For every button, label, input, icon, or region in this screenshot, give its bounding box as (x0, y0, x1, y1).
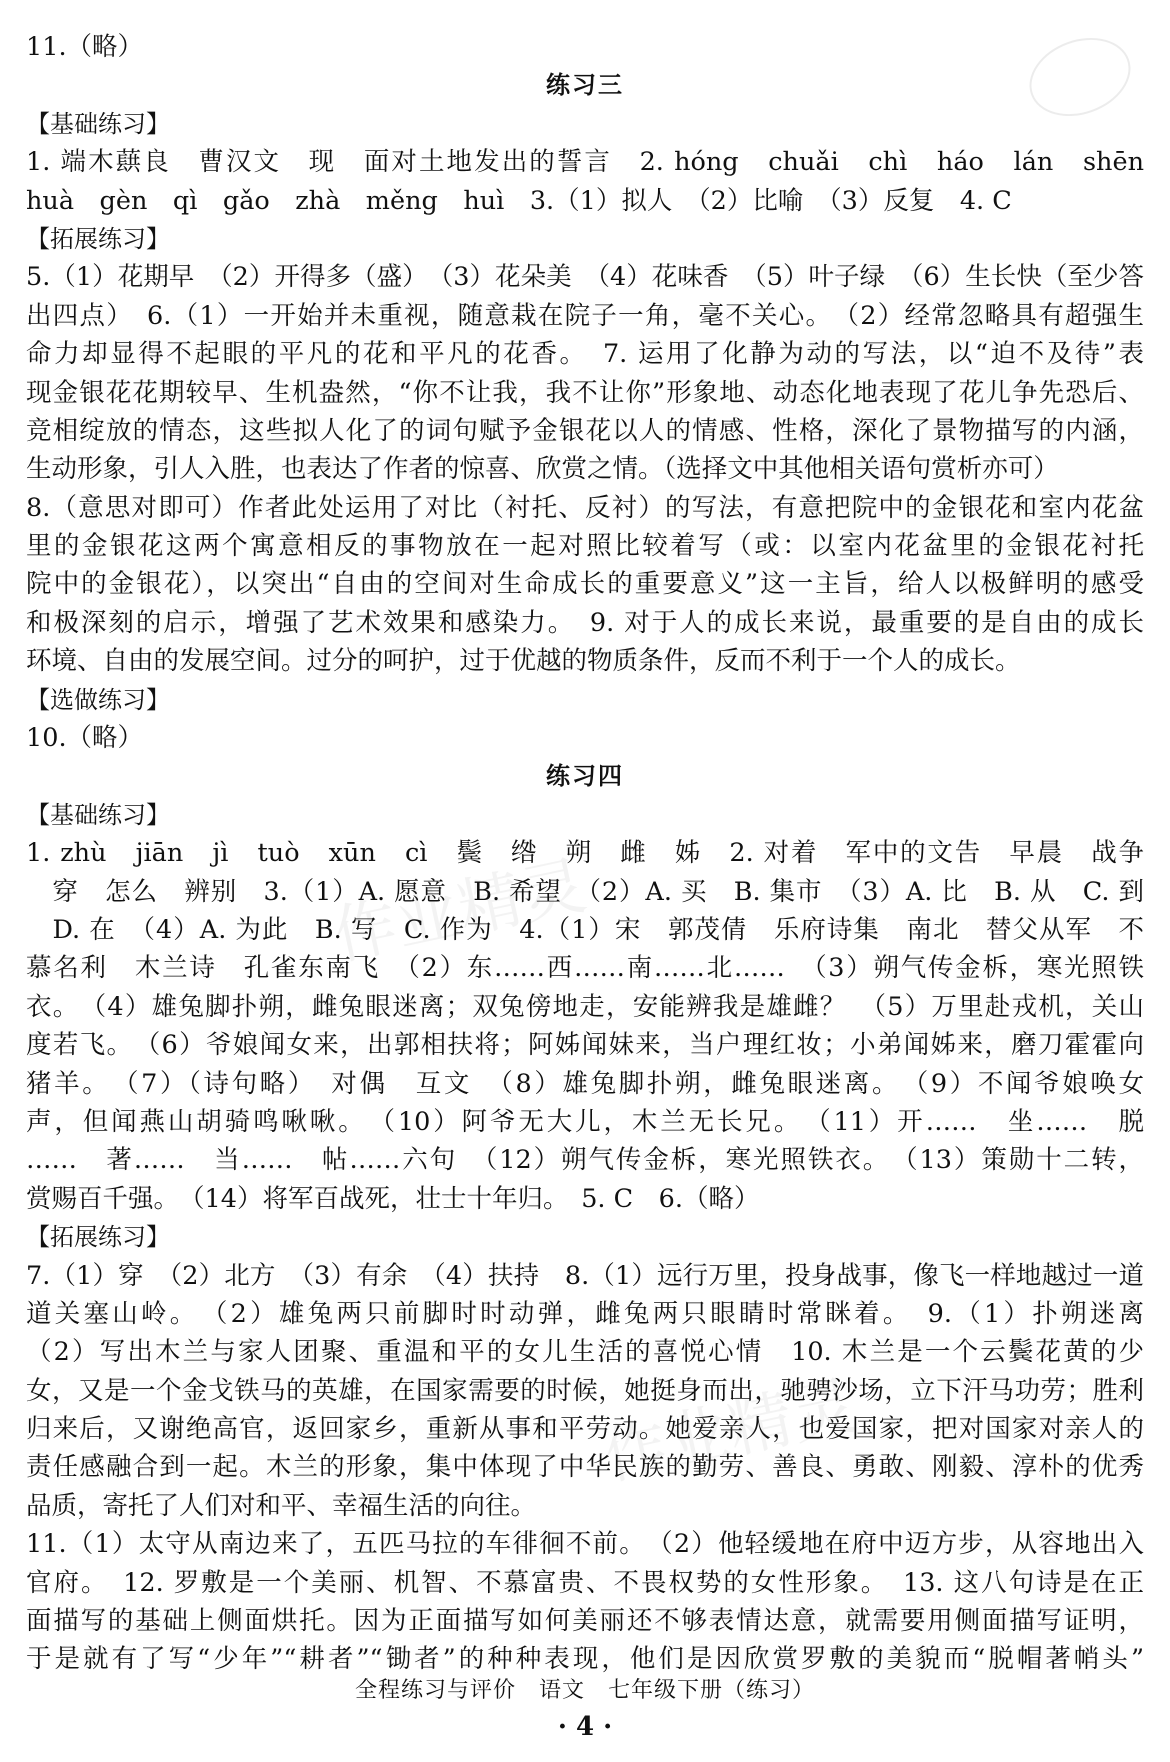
text-line: 慕名利 木兰诗 孔雀东南飞 （2）东……西……南……北…… （3）朔气传金柝，寒光照铁 (26, 953, 1144, 984)
section-heading: 【基础练习】 (26, 800, 170, 829)
text-line: 1. zhù jiān jì tuò xūn cì 鬓 绺 朔 雌 姊 2. 对着 军中的文告 早晨 战争 (26, 838, 1144, 869)
section-heading: 【选做练习】 (26, 685, 170, 714)
text-line: 1. 端木蕻良 曹汉文 现 面对土地发出的誓言 2. hóng chuǎi chì háo lán shēn (26, 147, 1144, 178)
text-line: 环境、自由的发展空间。过分的呵护，过于优越的物质条件，反而不利于一个人的成长。 (26, 646, 1021, 677)
text-line: （2）写出木兰与家人团聚、重温和平的女儿生活的喜悦心情 10. 木兰是一个云鬓花黄的少 (26, 1337, 1144, 1368)
text-line: 赏赐百千强。 （14）将军百战死，壮士十年归。 5. C 6.（略） (26, 1183, 760, 1214)
text-line: 里的金银花这两个寓意相反的事物放在一起对照比较着写（或：以室内花盆里的金银花衬托 (26, 531, 1144, 562)
text-line: 5.（1）花期早 （2）开得多（盛） （3）花朵美 （4）花味香 （5）叶子绿 （6）生长快（至少答 (26, 262, 1144, 293)
section-heading: 【拓展练习】 (26, 1223, 170, 1252)
text-line: 11.（略） (26, 32, 144, 62)
text-line: 出四点） 6.（1）一开始并未重视，随意栽在院子一角，毫不关心。 （2）经常忽略具有超强生 (26, 300, 1144, 331)
text-line: 命力却显得不起眼的平凡的花和平凡的花香。 7. 运用了化静为动的写法，以“迫不及待”表 (26, 339, 1144, 370)
text-line: 现金银花花期较早、生机盎然，“你不让我，我不让你”形象地、动态化地表现了花儿争先恐后、 (26, 377, 1144, 408)
text-line: 衣。 （4）雄兔脚扑朔，雌兔眼迷离；双兔傍地走，安能辨我是雄雌？ （5）万里赴戎机，关山 (26, 991, 1144, 1022)
text-line: 声，但闻燕山胡骑鸣啾啾。 （10）阿爷无大儿，木兰无长兄。 （11）开…… 坐…… 脱 (26, 1106, 1144, 1137)
section-heading: 【拓展练习】 (26, 224, 170, 253)
text-line: 竞相绽放的情态，这些拟人化了的词句赋予金银花以人的情感、性格，深化了景物描写的内涵， (26, 415, 1144, 446)
text-line: 7.（1）穿 （2）北方 （3）有余 （4）扶持 8.（1）远行万里，投身战事，像飞一样地越过一道 (26, 1260, 1144, 1291)
text-line: 品质，寄托了人们对和平、幸福生活的向往。 (26, 1490, 537, 1521)
page-number: · 4 · (557, 1712, 613, 1742)
text-line: huà gèn qì gǎo zhà měng huì 3.（1）拟人 （2）比喻 （3）反复 4. C (26, 185, 1012, 216)
text-line: 官府。 12. 罗敷是一个美丽、机智、不慕富贵、不畏权势的女性形象。 13. 这八句诗是在正 (26, 1567, 1144, 1598)
exercise-title: 练习三 (546, 71, 624, 100)
text-line: 度若飞。 （6）爷娘闻女来，出郭相扶将；阿姊闻妹来，当户理红妆；小弟闻姊来，磨刀霍霍向 (26, 1030, 1144, 1061)
text-line: 道关塞山岭。 （2）雄兔两只前脚时时动弹，雌兔两只眼睛时常眯着。 9.（1）扑朔迷离 (26, 1298, 1144, 1329)
text-line: 归来后，又谢绝高官，返回家乡，重新从事和平劳动。她爱亲人，也爱国家，把对国家对亲人的 (26, 1414, 1144, 1445)
section-heading: 【基础练习】 (26, 109, 170, 138)
text-line: 责任感融合到一起。木兰的形象，集中体现了中华民族的勤劳、善良、勇敢、刚毅、淳朴的优秀 (26, 1452, 1144, 1483)
text-line: 8.（意思对即可）作者此处运用了对比（衬托、反衬）的写法，有意把院中的金银花和室内花盆 (26, 492, 1144, 523)
text-line: 10.（略） (26, 723, 144, 754)
text-line: 面描写的基础上侧面烘托。因为正面描写如何美丽还不够表情达意，就需要用侧面描写证明， (26, 1606, 1144, 1637)
answer-key-content (26, 28, 1144, 1679)
watermark-text: 作业精灵 (326, 849, 593, 975)
text-line: 和极深刻的启示，增强了艺术效果和感染力。 9. 对于人的成长来说，最重要的是自由的成长 (26, 607, 1144, 638)
text-line: D. 在 （4）A. 为此 B. 写 C. 作为 4.（1）宋 郭茂倩 乐府诗集 南北 替父从军 不 (26, 914, 1144, 945)
text-line: 穿 怎么 辨别 3.（1）A. 愿意 B. 希望 （2）A. 买 B. 集市 （3）A. 比 B. 从 C. 到 (26, 876, 1144, 907)
text-line: 于是就有了写“少年”“耕者”“锄者”的种种表现，他们是因欣赏罗敷的美貌而“脱帽著帩头” (26, 1644, 1144, 1675)
text-line: 女，又是一个金戈铁马的英雄，在国家需要的时候，她挺身而出，驰骋沙场，立下汗马功劳；胜利 (26, 1375, 1144, 1406)
text-line: 院中的金银花），以突出“自由的空间对生命成长的重要意义”这一主旨，给人以极鲜明的感受 (26, 569, 1144, 600)
text-line: 猪羊。 （7）（诗句略） 对偶 互文 （8）雄兔脚扑朔，雌兔眼迷离。 （9）不闻爷娘唤女 (26, 1068, 1144, 1099)
text-line: …… 著…… 当…… 帖……六句 （12）朔气传金柝，寒光照铁衣。 （13）策勋十二转， (26, 1145, 1144, 1176)
watermark-text: 作业精灵 (596, 1369, 863, 1495)
book-footer: 全程练习与评价 语文 七年级下册（练习） (354, 1678, 815, 1703)
text-line: 生动形象，引人入胜，也表达了作者的惊喜、欣赏之情。（选择文中其他相关语句赏析亦可） (26, 454, 1059, 485)
text-line: 11.（1）太守从南边来了，五匹马拉的车徘徊不前。 （2）他轻缓地在府中迈方步，从容地出入 (26, 1529, 1144, 1560)
exercise-title: 练习四 (546, 762, 624, 791)
